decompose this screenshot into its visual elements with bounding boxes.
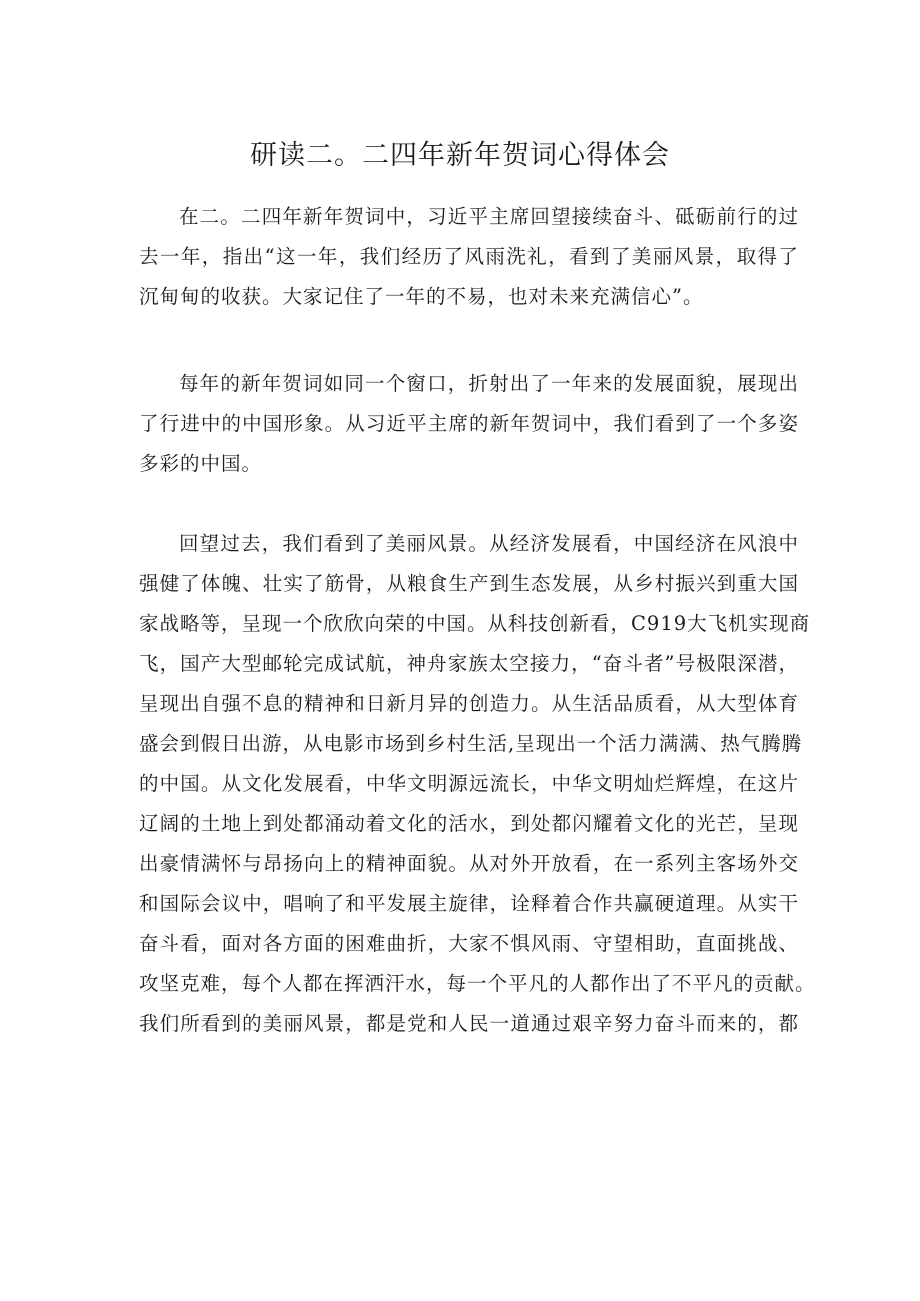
paragraph-line: 的中国。从文化发展看，中华文明源远流长，中华文明灿烂辉煌，在这片: [139, 772, 799, 795]
paragraph-line: 奋斗看，面对各方面的困难曲折，大家不惧风雨、守望相助，直面挑战、: [139, 932, 799, 955]
paragraph-line: 在二。二四年新年贺词中，习近平主席回望接续奋斗、砥砺前行的过: [179, 205, 799, 228]
paragraph-line: 我们所看到的美丽风景，都是党和人民一道通过艰辛努力奋斗而来的，都: [139, 1012, 799, 1035]
paragraph-line: 飞，国产大型邮轮完成试航，神舟家族太空接力，“奋斗者”号极限深潜，: [139, 652, 799, 675]
document-title: 研读二。二四年新年贺词心得体会: [250, 140, 670, 171]
paragraph-line: 了行进中的中国形象。从习近平主席的新年贺词中，我们看到了一个多姿: [139, 412, 799, 435]
paragraph-line: 每年的新年贺词如同一个窗口，折射出了一年来的发展面貌，展现出: [179, 372, 799, 395]
paragraph-line: 和国际会议中，唱响了和平发展主旋律，诠释着合作共赢硬道理。从实干: [139, 892, 799, 915]
paragraph-line: 家战略等，呈现一个欣欣向荣的中国。从科技创新看，C919大飞机实现商: [139, 612, 811, 635]
paragraph-line: 多彩的中国。: [139, 452, 263, 475]
paragraph-1: [139, 197, 799, 317]
paragraph-line: 呈现出自强不息的精神和日新月异的创造力。从生活品质看，从大型体育: [139, 692, 799, 715]
paragraph-line: 去一年，指出“这一年，我们经历了风雨洗礼，看到了美丽风景，取得了: [139, 245, 799, 268]
paragraph-line: 沉甸甸的收获。大家记住了一年的不易，也对未来充满信心”。: [139, 285, 704, 308]
paragraph-line: 辽阔的土地上到处都涌动着文化的活水，到处都闪耀着文化的光芒，呈现: [139, 812, 799, 835]
paragraph-line: 回望过去，我们看到了美丽风景。从经济发展看，中国经济在风浪中: [179, 532, 799, 555]
paragraph-2: [139, 364, 799, 484]
paragraph-line: 出豪情满怀与昂扬向上的精神面貌。从对外开放看，在一系列主客场外交: [139, 852, 799, 875]
paragraph-line: 强健了体魄、壮实了筋骨，从粮食生产到生态发展，从乡村振兴到重大国: [139, 572, 799, 595]
paragraph-3: [139, 524, 816, 1044]
paragraph-line: 攻坚克难，每个人都在挥洒汗水，每一个平凡的人都作出了不平凡的贡献。: [139, 972, 816, 995]
paragraph-line: 盛会到假日出游，从电影市场到乡村生活,呈现出一个活力满满、热气腾腾: [139, 732, 803, 755]
